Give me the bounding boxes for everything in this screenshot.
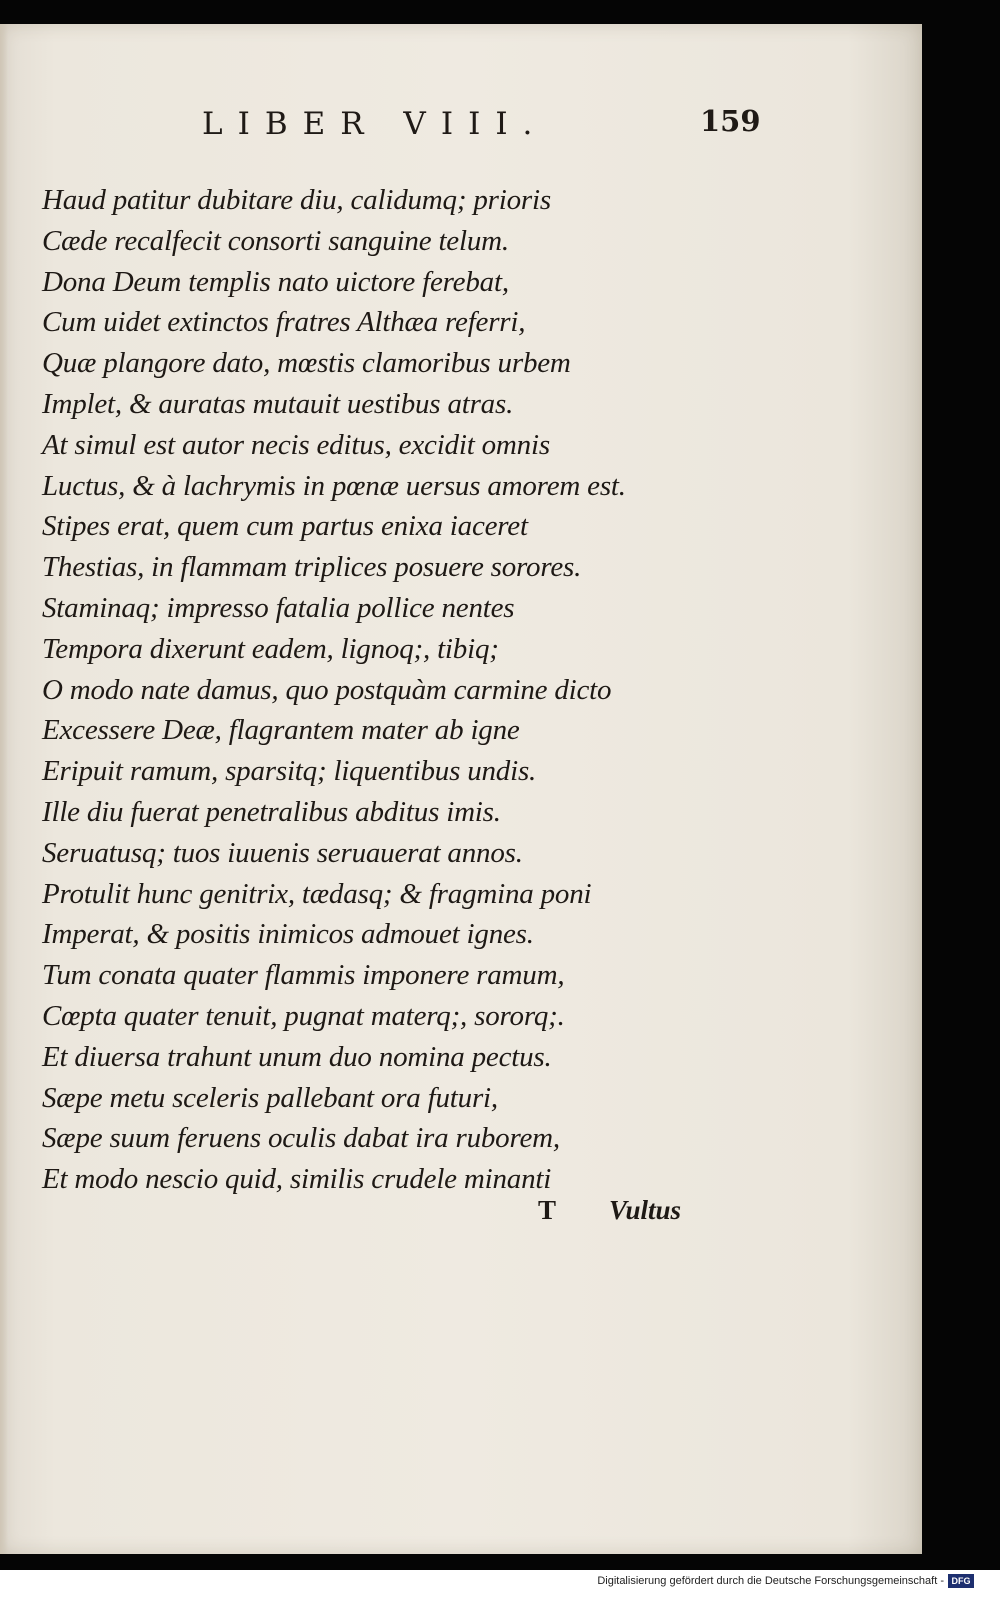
digitization-footer <box>0 1570 1000 1597</box>
verse-line: Tempora dixerunt eadem, lignoq;, tibiq; <box>42 632 499 665</box>
verse-line: Et modo nescio quid, similis crudele minanti <box>42 1163 552 1196</box>
verse-line: Staminaq; impresso fatalia pollice nentes <box>42 591 515 624</box>
verse-line: Tum conata quater flammis imponere ramum, <box>42 959 565 992</box>
verse-text-block <box>42 180 742 1200</box>
verse-line: Luctus, & à lachrymis in pœnæ uersus amorem est. <box>42 469 626 502</box>
verse-line: Cœpta quater tenuit, pugnat materq;, sororq;. <box>42 999 565 1032</box>
folio-number: 159 <box>700 104 761 138</box>
funding-credit: Digitalisierung gefördert durch die Deutsche Forschungsgemeinschaft - <box>597 1575 944 1587</box>
catchword: Vultus <box>609 1195 682 1225</box>
verse-line: Seruatusq; tuos iuuenis seruauerat annos. <box>42 836 523 869</box>
verse-line: Sæpe suum feruens oculis dabat ira ruborem, <box>42 1122 560 1155</box>
verse-line: Et diuersa trahunt unum duo nomina pectus. <box>42 1040 552 1073</box>
catchword-row <box>0 1195 922 1235</box>
verse-line: Haud patitur dubitare diu, calidumq; prioris <box>42 184 551 216</box>
page-gutter-shadow <box>0 24 8 1554</box>
verse-line: Excessere Deæ, flagrantem mater ab igne <box>42 714 520 747</box>
verse-line: Imperat, & positis inimicos admouet ignes. <box>42 918 534 951</box>
verse-line: Eripuit ramum, sparsitq; liquentibus undis. <box>42 755 537 788</box>
verse-line: At simul est autor necis editus, excidit omnis <box>42 428 550 461</box>
verse-line: Cæde recalfecit consorti sanguine telum. <box>42 224 509 257</box>
verse-line: O modo nate damus, quo postquàm carmine dicto <box>42 673 612 706</box>
verse-line: Implet, & auratas mutauit uestibus atras. <box>42 387 514 420</box>
running-title: LIBER VIII. <box>202 106 548 142</box>
verse-line: Thestias, in flammam triplices posuere sorores. <box>42 551 582 584</box>
verse-line: Ille diu fuerat penetralibus abditus imis. <box>42 795 501 828</box>
dfg-logo: DFG <box>948 1574 974 1588</box>
verse-line: Sæpe metu sceleris pallebant ora futuri, <box>42 1081 498 1114</box>
verse-line: Protulit hunc genitrix, tædasq; & fragmina poni <box>42 877 592 910</box>
verse-line: Quæ plangore dato, mœstis clamoribus urbem <box>42 347 571 380</box>
page-header <box>0 106 922 156</box>
verse-line: Cum uidet extinctos fratres Althæa referri, <box>42 306 526 339</box>
verse-line: Dona Deum templis nato uictore ferebat, <box>42 265 509 298</box>
signature-mark: T <box>538 1195 557 1225</box>
verse-line: Stipes erat, quem cum partus enixa iaceret <box>42 510 528 543</box>
